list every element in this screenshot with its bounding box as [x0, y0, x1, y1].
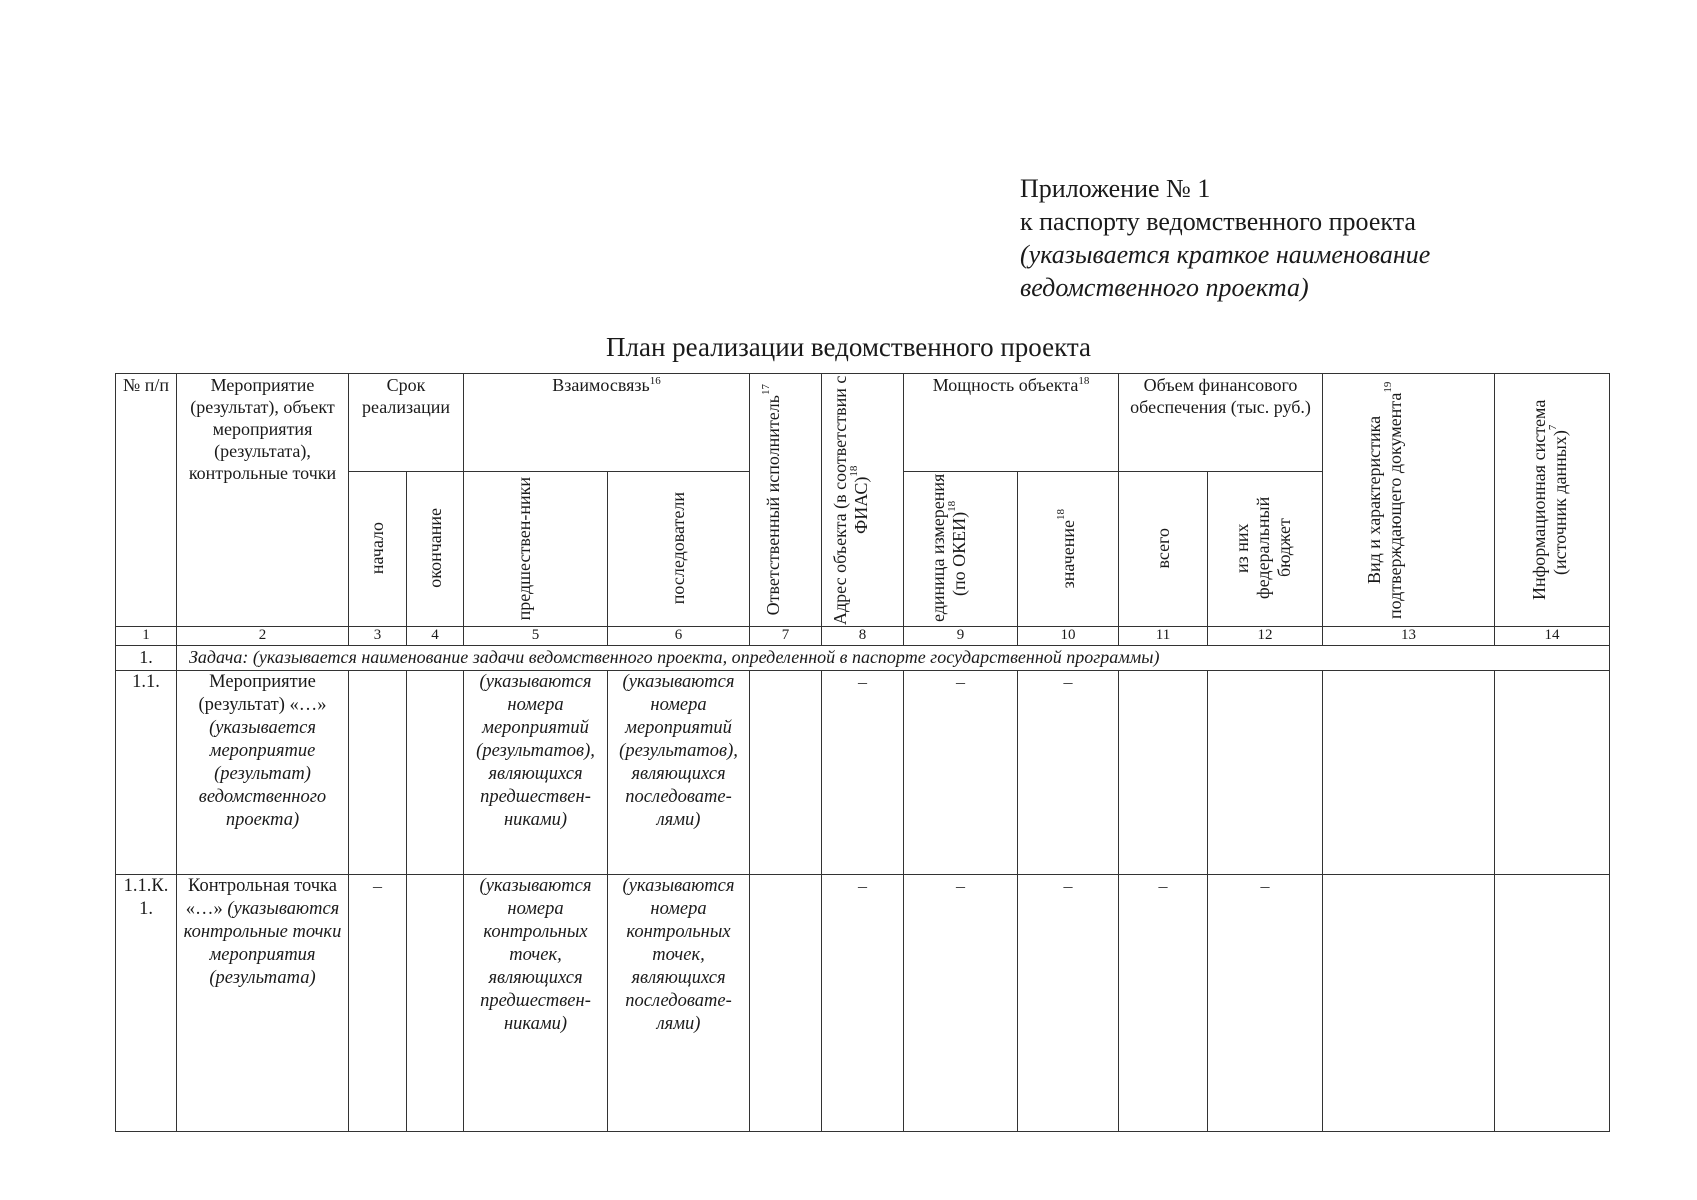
row-unit-dash: –	[904, 671, 1018, 875]
row-value-dash: –	[1018, 671, 1119, 875]
row-doc-type	[1323, 671, 1495, 875]
row-info-system	[1495, 671, 1610, 875]
row-activity-note: (указывается мероприятие (результат) ведомственного проекта)	[198, 718, 327, 830]
header-term-start: начало	[349, 472, 407, 627]
column-number: 13	[1323, 627, 1495, 646]
row-successors: (указываются номера мероприятий (результатов), являющихся последовате-лями)	[608, 671, 750, 875]
row-activity	[177, 875, 349, 1132]
header-address: Адрес объекта (в соответствии с ФИАС)$^{18}$	[822, 374, 904, 627]
row-activity	[177, 671, 349, 875]
row-start-dash: –	[349, 875, 407, 1132]
task-number: 1.	[116, 646, 177, 671]
row-federal	[1208, 671, 1323, 875]
appendix-line-4: ведомственного проекта)	[1020, 273, 1309, 302]
row-activity-name: Мероприятие (результат) «…»	[198, 672, 327, 715]
header-federal: из них федеральный бюджет	[1208, 472, 1323, 627]
plan-table	[115, 373, 1610, 1132]
header-value: значение$^{18}$	[1018, 472, 1119, 627]
page-title: План реализации ведомственного проекта	[606, 332, 1091, 362]
header-no: № п/п	[116, 374, 177, 627]
row-predecessors: (указываются номера контрольных точек, являющихся предшествен-никами)	[464, 875, 608, 1132]
column-number: 8	[822, 627, 904, 646]
header-term: Срок реализации	[349, 374, 464, 472]
column-number: 9	[904, 627, 1018, 646]
row-start	[349, 671, 407, 875]
row-activity-note: (указываются контрольные точки мероприятия (результата)	[183, 899, 342, 988]
table-row	[116, 875, 1610, 1132]
column-number: 5	[464, 627, 608, 646]
column-number: 1	[116, 627, 177, 646]
row-executor	[750, 875, 822, 1132]
header-total: всего	[1119, 472, 1208, 627]
header-info-system: Информационная система (источник данных)$^7$	[1495, 374, 1610, 627]
table-row	[116, 671, 1610, 875]
row-address-dash: –	[822, 671, 904, 875]
header-executor: Ответственный исполнитель$^{17}$	[750, 374, 822, 627]
header-predecessors: предшествен-ники	[464, 472, 608, 627]
row-number: 1.1.	[116, 671, 177, 875]
row-end	[407, 875, 464, 1132]
header-finance: Объем финансового обеспечения (тыс. руб.)	[1119, 374, 1323, 472]
row-executor	[750, 671, 822, 875]
row-address-dash: –	[822, 875, 904, 1132]
appendix-line-2: к паспорту ведомственного проекта	[1020, 207, 1416, 236]
column-number: 7	[750, 627, 822, 646]
header-capacity: Мощность объекта$^{18}$	[904, 374, 1119, 472]
column-number: 4	[407, 627, 464, 646]
row-info-system	[1495, 875, 1610, 1132]
appendix-line-1: Приложение № 1	[1020, 174, 1211, 203]
row-number: 1.1.К. 1.	[116, 875, 177, 1132]
header-successors: последователи	[608, 472, 750, 627]
header-unit: единица измерения (по ОКЕИ)$^{18}$	[904, 472, 1018, 627]
row-doc-type	[1323, 875, 1495, 1132]
appendix-block	[1020, 172, 1430, 304]
row-successors: (указываются номера контрольных точек, являющихся последовате-лями)	[608, 875, 750, 1132]
row-federal-dash: –	[1208, 875, 1323, 1132]
task-text: Задача: (указывается наименование задачи ведомственного проекта, определенной в паспорте государственной программы)	[177, 646, 1610, 671]
column-number: 14	[1495, 627, 1610, 646]
column-number: 12	[1208, 627, 1323, 646]
row-predecessors: (указываются номера мероприятий (результатов), являющихся предшествен-никами)	[464, 671, 608, 875]
column-number: 10	[1018, 627, 1119, 646]
header-doc-type: Вид и характеристика подтверждающего документа$^{19}$	[1323, 374, 1495, 627]
column-number: 3	[349, 627, 407, 646]
row-activity-name: Контрольная точка «…»	[185, 876, 337, 919]
column-number: 6	[608, 627, 750, 646]
row-total-dash: –	[1119, 875, 1208, 1132]
row-end	[407, 671, 464, 875]
header-link: Взаимосвязь$^{16}$	[464, 374, 750, 472]
column-number: 11	[1119, 627, 1208, 646]
header-term-end: окончание	[407, 472, 464, 627]
row-total	[1119, 671, 1208, 875]
column-number: 2	[177, 627, 349, 646]
task-row	[116, 646, 1610, 671]
row-unit-dash: –	[904, 875, 1018, 1132]
appendix-line-3: (указывается краткое наименование	[1020, 240, 1431, 269]
header-activity: Мероприятие (результат), объект мероприятия (результата), контрольные точки	[177, 374, 349, 627]
row-value-dash: –	[1018, 875, 1119, 1132]
